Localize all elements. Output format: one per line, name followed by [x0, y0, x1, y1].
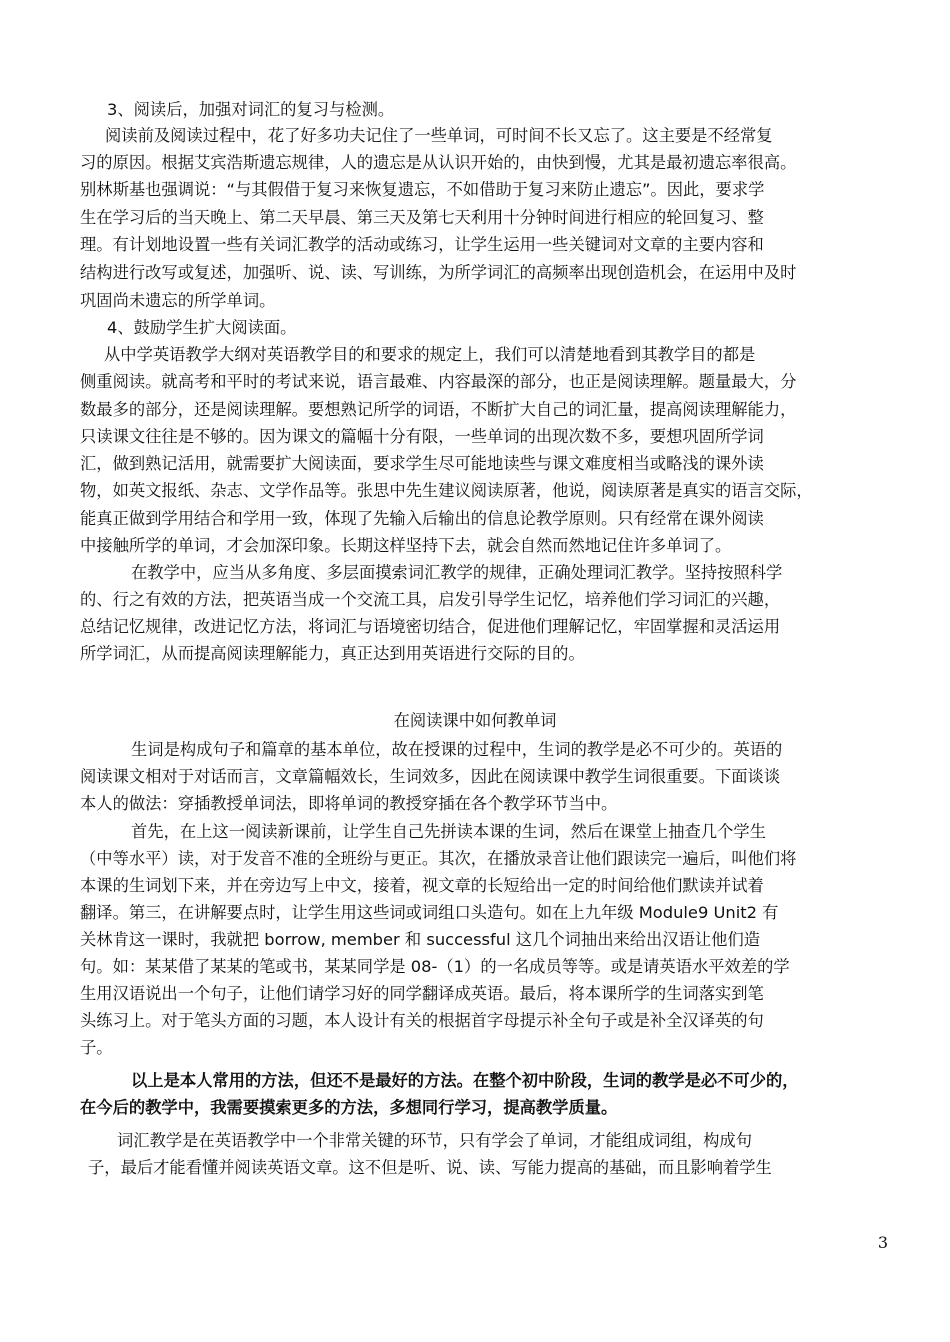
text-line: 翻译。第三，在讲解要点时，让学生用这些词或词组口头造句。如在上九年级 Module9 Unit2 有	[80, 903, 779, 922]
page-number: 3	[877, 1233, 888, 1252]
text-line: 3、阅读后，加强对词汇的复习与检测。	[107, 100, 395, 119]
text-line: 巩固尚未遗忘的所学单词。	[80, 291, 276, 310]
text-line: 子。	[80, 1038, 113, 1057]
text-line: 别林斯基也强调说：“与其假借于复习来恢复遗忘，不如借助于复习来防止遗忘”。因此，要求学	[80, 180, 765, 199]
text-line: 所学词汇，从而提高阅读理解能力，真正达到用英语进行交际的目的。	[80, 644, 585, 663]
text-line: 数最多的部分，还是阅读理解。要想熟记所学的词语，不断扩大自己的词汇量，提高阅读理解能力，	[80, 400, 797, 419]
text-line: 阅读课文相对于对话而言，文章篇幅效长，生词效多，因此在阅读课中教学生词很重要。下面谈谈	[80, 767, 781, 786]
text-line: 能真正做到学用结合和学用一致，体现了先输入后输出的信息论教学原则。只有经常在课外阅读	[80, 509, 764, 528]
section-title: 在阅读课中如何教单词	[393, 711, 557, 730]
text-line: 首先，在上这一阅读新课前，让学生自己先拼读本课的生词，然后在课堂上抽查几个学生	[131, 822, 766, 841]
text-line: 汇，做到熟记活用，就需要扩大阅读面，要求学生尽可能地读些与课文难度相当或略浅的课外读	[80, 454, 764, 473]
text-line: 关林肯这一课时，我就把 borrow, member 和 successful 这几个词抽出来给出汉语让他们造	[80, 930, 761, 949]
bold-text-line: 以上是本人常用的方法，但还不是最好的方法。在整个初中阶段，生词的教学是必不可少的，	[131, 1071, 799, 1090]
text-line: 结构进行改写或复述，加强听、说、读、写训练，为所学词汇的高频率出现创造机会，在运用中及时	[80, 263, 797, 282]
text-line: 4、鼓励学生扩大阅读面。	[107, 318, 297, 337]
text-line: 习的原因。根据艾宾浩斯遗忘规律，人的遗忘是从认识开始的，由快到慢，尤其是最初遗忘率很高。	[80, 153, 797, 172]
bold-text-line: 在今后的教学中，我需要摸索更多的方法，多想同行学习，提高教学质量。	[80, 1098, 618, 1117]
text-line: 在教学中，应当从多角度、多层面摸索词汇教学的规律，正确处理词汇教学。坚持按照科学	[131, 563, 783, 582]
text-line: 本课的生词划下来，并在旁边写上中文，接着，视文章的长短给出一定的时间给他们默读并试着	[80, 876, 764, 895]
text-line: 侧重阅读。就高考和平时的考试来说，语言最难、内容最深的部分，也正是阅读理解。题量最大，分	[80, 372, 797, 391]
text-line: （中等水平）读，对于发音不准的全班纷与更正。其次，在播放录音让他们跟读完一遍后，叫他们将	[80, 849, 797, 868]
text-line: 生用汉语说出一个句子，让他们请学习好的同学翻译成英语。最后，将本课所学的生词落实到笔	[80, 984, 764, 1003]
text-line: 子，最后才能看懂并阅读英语文章。这不但是听、说、读、写能力提高的基础，而且影响着学生	[88, 1158, 772, 1177]
text-line: 本人的做法：穿插教授单词法，即将单词的教授穿插在各个教学环节当中。	[80, 794, 618, 813]
text-line: 的、行之有效的方法，把英语当成一个交流工具，启发引导学生记忆，培养他们学习词汇的兴趣，	[80, 590, 781, 609]
text-line: 生词是构成句子和篇章的基本单位，故在授课的过程中，生词的教学是必不可少的。英语的	[131, 740, 783, 759]
text-line: 词汇教学是在英语教学中一个非常关键的环节，只有学会了单词，才能组成词组，构成句	[117, 1131, 752, 1150]
text-line: 句。如：某某借了某某的笔或书，某某同学是 08-（1）的一名成员等等。或是请英语水平效差的学	[80, 957, 790, 976]
text-line: 阅读前及阅读过程中，花了好多功夫记住了一些单词，可时间不长又忘了。这主要是不经常复	[105, 126, 773, 145]
text-line: 从中学英语教学大纲对英语教学目的和要求的规定上，我们可以清楚地看到其教学目的都是	[104, 345, 756, 364]
text-line: 生在学习后的当天晚上、第二天早晨、第三天及第七天利用十分钟时间进行相应的轮回复习、整	[80, 208, 764, 227]
text-line: 总结记忆规律，改进记忆方法，将词汇与语境密切结合，促进他们理解记忆，牢固掌握和灵活运用	[80, 617, 781, 636]
text-line: 中接触所学的单词，才会加深印象。长期这样坚持下去，就会自然而然地记住许多单词了。	[80, 536, 732, 555]
text-line: 只读课文往往是不够的。因为课文的篇幅十分有限，一些单词的出现次数不多，要想巩固所学词	[80, 427, 764, 446]
text-line: 理。有计划地设置一些有关词汇教学的活动或练习，让学生运用一些关键词对文章的主要内容和	[80, 235, 764, 254]
text-line: 头练习上。对于笔头方面的习题，本人设计有关的根据首字母提示补全句子或是补全汉译英的句	[80, 1011, 764, 1030]
text-line: 物，如英文报纸、杂志、文学作品等。张思中先生建议阅读原著，他说，阅读原著是真实的语言交际，	[80, 481, 813, 500]
